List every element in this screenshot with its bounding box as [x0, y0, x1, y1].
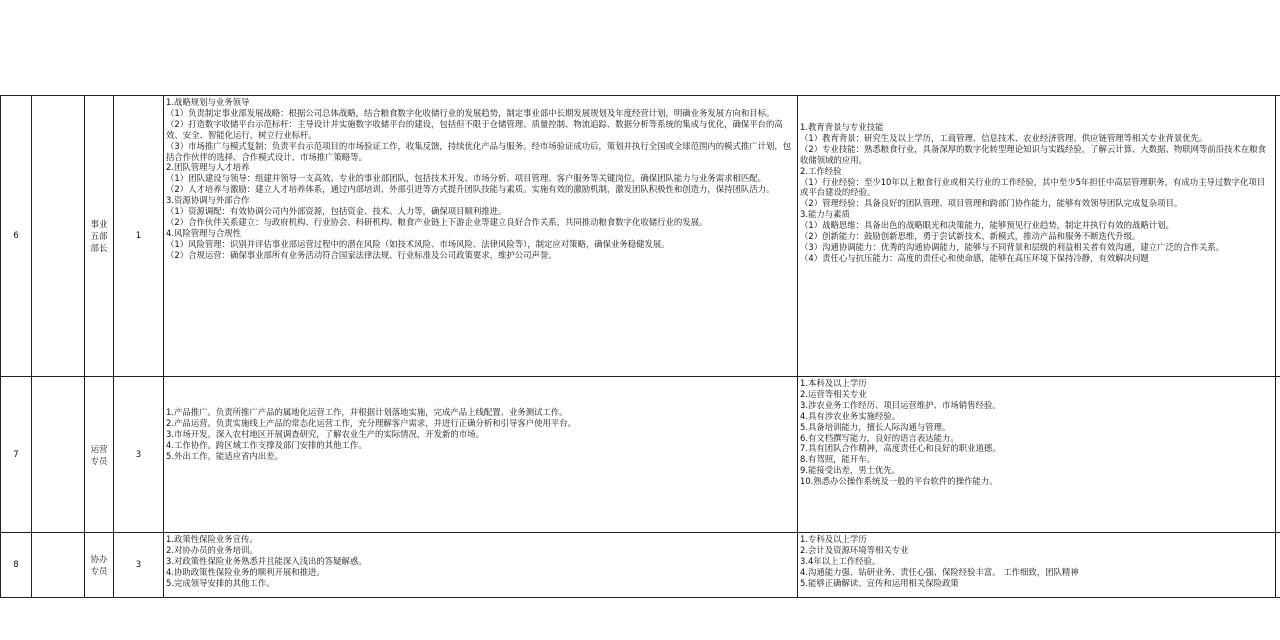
duty-line: 4.协助政策性保险业务的顺利开展和推进。 — [166, 566, 325, 577]
requirement-line: 5.具备培训能力，擅长人际沟通与管理。 — [800, 421, 951, 432]
job-duties-cell — [164, 377, 798, 533]
duty-line: （1）团队建设与领导：组建并领导一支高效、专业的事业部团队，包括技术开发、市场分析、项目管理、客户服务等关键岗位，确保团队能力与业务需求相匹配。 — [166, 173, 766, 184]
table-row — [1, 96, 1280, 377]
headcount: 3 — [114, 533, 164, 598]
edge-cell — [1276, 533, 1280, 598]
requirement-line: 6.有文档撰写能力，良好的语言表达能力。 — [800, 432, 959, 443]
empty-cell — [32, 533, 85, 598]
requirement-line: 5.能够正确解读、宣传和运用相关保险政策 — [800, 577, 959, 588]
requirement-line: （3）沟通协调能力：优秀的沟通协调能力，能够与不同背景和层级的利益相关者有效沟通，建立广泛的合作关系。 — [800, 241, 1225, 252]
row-number: 7 — [1, 377, 32, 533]
duty-line: （1）资源调配：有效协调公司内外部资源，包括资金、技术、人力等，确保项目顺利推进。 — [166, 206, 507, 217]
requirement-line: （1）战略思维：具备出色的战略眼光和决策能力，能够预见行业趋势，制定并执行有效的战略计划。 — [800, 220, 1174, 231]
job-duties-cell — [164, 533, 798, 598]
duty-line: 3.资源协调与外部合作 — [166, 195, 250, 206]
job-requirements-table — [0, 95, 1280, 598]
requirement-line: （4）责任心与抗压能力：高度的责任心和使命感，能够在高压环境下保持冷静，有效解决问题 — [800, 252, 1149, 263]
requirement-line: （2）创新能力：鼓励创新思维，勇于尝试新技术、新模式，推动产品和服务不断迭代升级。 — [800, 231, 1141, 242]
duty-line: 1.战略规划与业务领导 — [166, 97, 250, 107]
job-title: 运营专员 — [85, 377, 114, 533]
duty-line: 4.工作协作。跨区域工作支撑及部门安排的其他工作。 — [166, 439, 367, 450]
duty-line: 2.产品运营。负责实施线上产品的常态化运营工作，充分理解客户需求，并进行正确分析和引导客户使用平台。 — [166, 417, 576, 428]
job-requirements-cell — [798, 533, 1276, 598]
job-title: 协办专员 — [85, 533, 114, 598]
table-row — [1, 377, 1280, 533]
duty-line: 4.风险管理与合规性 — [166, 227, 241, 238]
requirement-line: 3.4年以上工作经验。 — [800, 555, 881, 566]
requirement-line: 7.具有团队合作精神，高度责任心和良好的职业道德。 — [800, 443, 1001, 454]
duty-line: 1.产品推广。负责所推广产品的属地化运营工作，并根据计划落地实施，完成产品上线配置、业务测试工作。 — [166, 407, 568, 417]
requirement-line: 9.能接受出差，男士优先。 — [800, 465, 901, 476]
duty-line: 2.团队管理与人才培养 — [166, 162, 250, 173]
duty-line: （1）风险管理：识别并评估事业部运营过程中的潜在风险（如技术风险、市场风险、法律风险等），制定应对策略，确保业务稳健发展。 — [166, 238, 670, 249]
requirement-line: 2.会计及资源环境等相关专业 — [800, 544, 909, 555]
duty-line: 3.对政策性保险业务熟悉并且能深入浅出的答疑解惑。 — [166, 555, 367, 566]
edge-cell — [1276, 377, 1280, 533]
job-duties-cell — [164, 96, 798, 377]
requirement-line: （2）专业技能：熟悉粮食行业，具备深厚的数字化转型理论知识与实践经验，了解云计算、大数据、物联网等前沿技术在粮食收储领域的应用。 — [800, 143, 1266, 165]
job-requirements-cell — [798, 377, 1276, 533]
duty-line: 1.政策性保险业务宣传。 — [166, 534, 258, 544]
row-number: 8 — [1, 533, 32, 598]
headcount: 1 — [114, 96, 164, 377]
job-title: 事业五部部长 — [85, 96, 114, 377]
headcount: 3 — [114, 377, 164, 533]
requirement-line: 4.沟通能力强、钻研业务、责任心强、保险经验丰富。 工作细致，团队精神 — [800, 566, 1079, 577]
duty-line: （1）负责制定事业部发展战略：根据公司总体战略，结合粮食数字化收储行业的发展趋势，制定事业部中长期发展规划及年度经营计划，明确业务发展方向和目标。 — [166, 107, 775, 118]
requirement-line: 10.熟悉办公操作系统及一般的平台软件的操作能力。 — [800, 476, 998, 487]
requirement-line: （1）行业经验：至少10年以上粮食行业或相关行业的工作经验，其中至少5年担任中高层管理职务，有成功主导过数字化项目或平台建设的经验。 — [800, 176, 1266, 198]
duty-line: （2）打造数字收储平台示范标杆：主导设计并实施数字收储平台的建设，包括但不限于仓储管理、质量控制、物流追踪、数据分析等系统的集成与优化，确保平台的高效、安全、智能化运行，树立行业标杆。 — [166, 118, 783, 140]
duty-line: 5.完成领导安排的其他工作。 — [166, 577, 275, 588]
duty-line: （3）市场推广与模式复制：负责平台示范项目的市场验证工作，收集反馈，持续优化产品与服务。经市场验证成功后，策划并执行全国或全球范围内的模式推广计划，包括合作伙伴的选择、合作模式设计、市场推广策略等。 — [166, 140, 792, 162]
requirement-line: 2.运营等相关专业 — [800, 388, 867, 399]
edge-cell — [1276, 96, 1280, 377]
table-row — [1, 533, 1280, 598]
requirement-line: 3.能力与素质 — [800, 209, 850, 220]
empty-cell — [32, 96, 85, 377]
requirement-line: （2）管理经验：具备良好的团队管理、项目管理和跨部门协作能力，能够有效领导团队完成复杂项目。 — [800, 198, 1183, 209]
requirement-line: 1.专科及以上学历 — [800, 534, 867, 544]
empty-cell — [32, 377, 85, 533]
requirement-line: 4.具有涉农业务实施经验。 — [800, 410, 901, 421]
requirement-line: 2.工作经验 — [800, 165, 842, 176]
duty-line: （2）人才培养与激励：建立人才培养体系，通过内部培训、外部引进等方式提升团队技能与素质。实施有效的激励机制，激发团队积极性和创造力，保持团队活力。 — [166, 184, 775, 195]
row-number: 6 — [1, 96, 32, 377]
requirement-line: 3.涉农业务工作经历、项目运营维护、市场销售经验。 — [800, 399, 1001, 410]
duty-line: 3.市场开发。深入农村地区开展调查研究，了解农业生产的实际情况，开发新的市场。 — [166, 428, 484, 439]
duty-line: 5.外出工作。能适应省内出差。 — [166, 450, 283, 461]
duty-line: 2.对协办员的业务培训。 — [166, 544, 258, 555]
requirement-line: 1.本科及以上学历 — [800, 378, 867, 388]
duty-line: （2）合作伙伴关系建立：与政府机构、行业协会、科研机构、粮食产业链上下游企业等建立良好合作关系，共同推动粮食数字化收储行业的发展。 — [166, 216, 708, 227]
duty-line: （2）合规运营：确保事业部所有业务活动符合国家法律法规、行业标准及公司政策要求，维护公司声誉。 — [166, 249, 557, 260]
requirement-line: （1）教育背景：研究生及以上学历，工商管理、信息技术、农业经济管理、供应链管理等相关专业背景优先。 — [800, 132, 1208, 143]
job-requirements-cell — [798, 96, 1276, 377]
requirement-line: 8.有驾照，能开车。 — [800, 454, 875, 465]
requirement-line: 1.教育背景与专业技能 — [800, 122, 884, 132]
